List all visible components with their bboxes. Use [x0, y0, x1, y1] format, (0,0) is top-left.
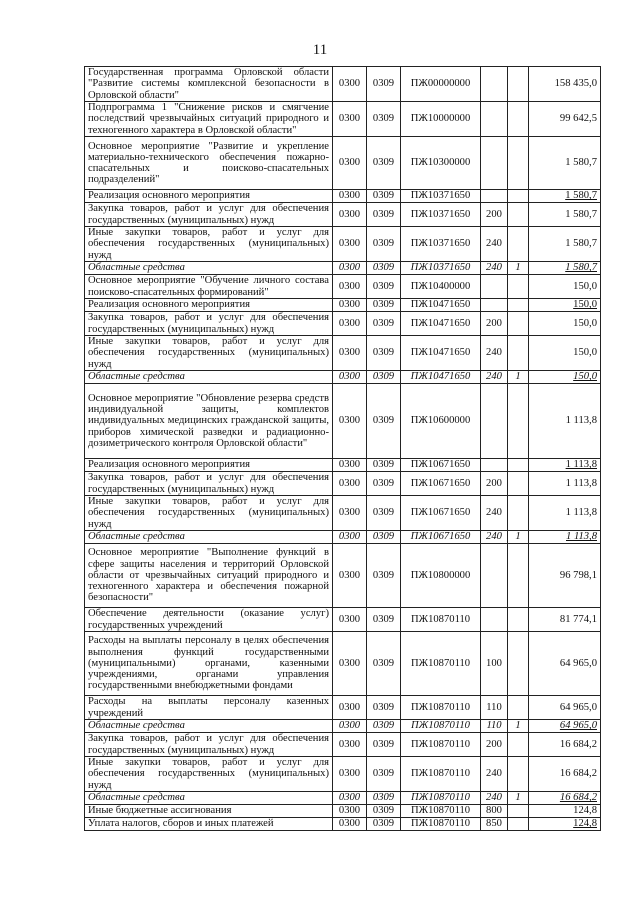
section-code-cell: 0300	[333, 496, 367, 531]
expense-name-cell: Закупка товаров, работ и услуг для обеспечения государственных (муниципальных) нужд	[85, 472, 333, 496]
expense-type-cell: 240	[481, 496, 508, 531]
funding-source-cell	[508, 384, 529, 459]
section-code-cell: 0300	[333, 544, 367, 608]
subsection-code-cell: 0309	[367, 608, 401, 632]
expense-type-cell	[481, 608, 508, 632]
expense-type-cell: 110	[481, 696, 508, 720]
expense-type-cell: 240	[481, 227, 508, 262]
amount-cell: 1 113,8	[529, 384, 601, 459]
expense-name-cell: Закупка товаров, работ и услуг для обеспечения государственных (муниципальных) нужд	[85, 733, 333, 757]
amount-cell: 1 580,7	[529, 137, 601, 190]
amount-cell: 150,0	[529, 371, 601, 384]
funding-source-cell	[508, 203, 529, 227]
funding-source-cell	[508, 299, 529, 312]
amount-cell: 1 580,7	[529, 203, 601, 227]
amount-cell: 158 435,0	[529, 67, 601, 102]
subsection-code-cell: 0309	[367, 275, 401, 299]
table-row	[85, 336, 601, 371]
subsection-code-cell: 0309	[367, 496, 401, 531]
expense-name-cell: Основное мероприятие "Обучение личного состава поисково-спасательных формирований"	[85, 275, 333, 299]
expense-type-cell: 240	[481, 262, 508, 275]
expense-name-cell: Реализация основного мероприятия	[85, 459, 333, 472]
target-article-cell: ПЖ10870110	[401, 720, 481, 733]
section-code-cell: 0300	[333, 632, 367, 696]
table-row	[85, 384, 601, 459]
amount-cell: 124,8	[529, 805, 601, 818]
target-article-cell: ПЖ10300000	[401, 137, 481, 190]
funding-source-cell	[508, 818, 529, 831]
target-article-cell: ПЖ10671650	[401, 459, 481, 472]
table-row	[85, 459, 601, 472]
table-row	[85, 696, 601, 720]
subsection-code-cell: 0309	[367, 792, 401, 805]
target-article-cell: ПЖ10000000	[401, 102, 481, 137]
expense-type-cell	[481, 67, 508, 102]
table-row	[85, 792, 601, 805]
funding-source-cell	[508, 459, 529, 472]
target-article-cell: ПЖ10671650	[401, 496, 481, 531]
table-row	[85, 608, 601, 632]
expense-type-cell: 200	[481, 472, 508, 496]
table-row	[85, 227, 601, 262]
subsection-code-cell: 0309	[367, 805, 401, 818]
amount-cell: 1 580,7	[529, 262, 601, 275]
subsection-code-cell: 0309	[367, 818, 401, 831]
expense-type-cell	[481, 299, 508, 312]
expense-type-cell	[481, 459, 508, 472]
funding-source-cell	[508, 67, 529, 102]
expense-type-cell: 200	[481, 203, 508, 227]
expense-type-cell	[481, 384, 508, 459]
target-article-cell: ПЖ00000000	[401, 67, 481, 102]
table-row	[85, 544, 601, 608]
section-code-cell: 0300	[333, 312, 367, 336]
funding-source-cell: 1	[508, 720, 529, 733]
section-code-cell: 0300	[333, 299, 367, 312]
subsection-code-cell: 0309	[367, 733, 401, 757]
target-article-cell: ПЖ10371650	[401, 262, 481, 275]
expense-type-cell: 200	[481, 733, 508, 757]
target-article-cell: ПЖ10870110	[401, 818, 481, 831]
funding-source-cell: 1	[508, 792, 529, 805]
amount-cell: 16 684,2	[529, 757, 601, 792]
target-article-cell: ПЖ10400000	[401, 275, 481, 299]
expense-type-cell	[481, 544, 508, 608]
expense-type-cell	[481, 275, 508, 299]
expense-name-cell: Реализация основного мероприятия	[85, 190, 333, 203]
table-row	[85, 190, 601, 203]
expense-name-cell: Областные средства	[85, 531, 333, 544]
table-row	[85, 733, 601, 757]
section-code-cell: 0300	[333, 384, 367, 459]
section-code-cell: 0300	[333, 275, 367, 299]
section-code-cell: 0300	[333, 757, 367, 792]
amount-cell: 1 113,8	[529, 472, 601, 496]
table-row	[85, 203, 601, 227]
expense-name-cell: Реализация основного мероприятия	[85, 299, 333, 312]
amount-cell: 16 684,2	[529, 792, 601, 805]
expense-type-cell: 240	[481, 757, 508, 792]
target-article-cell: ПЖ10471650	[401, 371, 481, 384]
section-code-cell: 0300	[333, 203, 367, 227]
subsection-code-cell: 0309	[367, 696, 401, 720]
funding-source-cell	[508, 312, 529, 336]
amount-cell: 64 965,0	[529, 720, 601, 733]
subsection-code-cell: 0309	[367, 757, 401, 792]
target-article-cell: ПЖ10471650	[401, 336, 481, 371]
expense-name-cell: Иные бюджетные ассигнования	[85, 805, 333, 818]
expense-name-cell: Иные закупки товаров, работ и услуг для обеспечения государственных (муниципальных) нужд	[85, 496, 333, 531]
budget-table-body	[85, 67, 601, 831]
amount-cell: 1 580,7	[529, 190, 601, 203]
expense-type-cell: 240	[481, 336, 508, 371]
funding-source-cell	[508, 608, 529, 632]
subsection-code-cell: 0309	[367, 312, 401, 336]
funding-source-cell	[508, 696, 529, 720]
amount-cell: 64 965,0	[529, 696, 601, 720]
table-row	[85, 299, 601, 312]
expense-type-cell: 800	[481, 805, 508, 818]
funding-source-cell	[508, 102, 529, 137]
expense-type-cell: 240	[481, 792, 508, 805]
section-code-cell: 0300	[333, 818, 367, 831]
funding-source-cell: 1	[508, 262, 529, 275]
table-row	[85, 262, 601, 275]
expense-name-cell: Иные закупки товаров, работ и услуг для обеспечения государственных (муниципальных) нужд	[85, 227, 333, 262]
target-article-cell: ПЖ10800000	[401, 544, 481, 608]
subsection-code-cell: 0309	[367, 632, 401, 696]
expense-name-cell: Областные средства	[85, 262, 333, 275]
target-article-cell: ПЖ10471650	[401, 312, 481, 336]
funding-source-cell	[508, 190, 529, 203]
section-code-cell: 0300	[333, 459, 367, 472]
subsection-code-cell: 0309	[367, 531, 401, 544]
target-article-cell: ПЖ10371650	[401, 203, 481, 227]
target-article-cell: ПЖ10371650	[401, 227, 481, 262]
target-article-cell: ПЖ10671650	[401, 472, 481, 496]
amount-cell: 150,0	[529, 312, 601, 336]
section-code-cell: 0300	[333, 371, 367, 384]
amount-cell: 150,0	[529, 336, 601, 371]
section-code-cell: 0300	[333, 720, 367, 733]
amount-cell: 96 798,1	[529, 544, 601, 608]
target-article-cell: ПЖ10371650	[401, 190, 481, 203]
funding-source-cell	[508, 227, 529, 262]
target-article-cell: ПЖ10870110	[401, 696, 481, 720]
amount-cell: 124,8	[529, 818, 601, 831]
section-code-cell: 0300	[333, 262, 367, 275]
table-row	[85, 818, 601, 831]
target-article-cell: ПЖ10870110	[401, 608, 481, 632]
funding-source-cell	[508, 632, 529, 696]
table-row	[85, 371, 601, 384]
expense-name-cell: Областные средства	[85, 720, 333, 733]
subsection-code-cell: 0309	[367, 190, 401, 203]
section-code-cell: 0300	[333, 336, 367, 371]
expense-name-cell: Областные средства	[85, 792, 333, 805]
expense-type-cell: 100	[481, 632, 508, 696]
section-code-cell: 0300	[333, 102, 367, 137]
table-row	[85, 102, 601, 137]
table-row	[85, 496, 601, 531]
amount-cell: 99 642,5	[529, 102, 601, 137]
funding-source-cell	[508, 805, 529, 818]
funding-source-cell: 1	[508, 531, 529, 544]
expense-name-cell: Подпрограмма 1 "Снижение рисков и смягчение последствий чрезвычайных ситуаций природного и техногенного характера в Орловской области"	[85, 102, 333, 137]
amount-cell: 16 684,2	[529, 733, 601, 757]
funding-source-cell	[508, 472, 529, 496]
funding-source-cell	[508, 336, 529, 371]
table-row	[85, 632, 601, 696]
target-article-cell: ПЖ10870110	[401, 757, 481, 792]
funding-source-cell	[508, 757, 529, 792]
table-row	[85, 275, 601, 299]
table-row	[85, 472, 601, 496]
expense-name-cell: Расходы на выплаты персоналу казенных учреждений	[85, 696, 333, 720]
section-code-cell: 0300	[333, 696, 367, 720]
target-article-cell: ПЖ10600000	[401, 384, 481, 459]
expense-type-cell	[481, 190, 508, 203]
expense-name-cell: Основное мероприятие "Развитие и укрепление материально-технического обеспечения пожарно-спасательных и поисково-спасательных подразделений"	[85, 137, 333, 190]
budget-table	[84, 66, 601, 831]
funding-source-cell	[508, 275, 529, 299]
amount-cell: 81 774,1	[529, 608, 601, 632]
section-code-cell: 0300	[333, 805, 367, 818]
expense-type-cell	[481, 137, 508, 190]
expense-name-cell: Обеспечение деятельности (оказание услуг) государственных учреждений	[85, 608, 333, 632]
subsection-code-cell: 0309	[367, 459, 401, 472]
amount-cell: 150,0	[529, 299, 601, 312]
expense-type-cell: 240	[481, 531, 508, 544]
subsection-code-cell: 0309	[367, 720, 401, 733]
target-article-cell: ПЖ10870110	[401, 733, 481, 757]
section-code-cell: 0300	[333, 608, 367, 632]
table-row	[85, 531, 601, 544]
subsection-code-cell: 0309	[367, 299, 401, 312]
subsection-code-cell: 0309	[367, 371, 401, 384]
target-article-cell: ПЖ10870110	[401, 792, 481, 805]
section-code-cell: 0300	[333, 733, 367, 757]
subsection-code-cell: 0309	[367, 227, 401, 262]
table-row	[85, 67, 601, 102]
target-article-cell: ПЖ10870110	[401, 632, 481, 696]
expense-type-cell	[481, 102, 508, 137]
expense-type-cell: 240	[481, 371, 508, 384]
subsection-code-cell: 0309	[367, 203, 401, 227]
expense-type-cell: 110	[481, 720, 508, 733]
subsection-code-cell: 0309	[367, 137, 401, 190]
expense-name-cell: Иные закупки товаров, работ и услуг для обеспечения государственных (муниципальных) нужд	[85, 336, 333, 371]
subsection-code-cell: 0309	[367, 262, 401, 275]
expense-name-cell: Областные средства	[85, 371, 333, 384]
table-row	[85, 312, 601, 336]
page-number: 11	[312, 42, 328, 58]
funding-source-cell	[508, 733, 529, 757]
funding-source-cell: 1	[508, 371, 529, 384]
expense-name-cell: Расходы на выплаты персоналу в целях обеспечения выполнения функций государственными (муниципальными) органами, казенными учреждениями, органами управления государственными внебюджетными фондами	[85, 632, 333, 696]
amount-cell: 64 965,0	[529, 632, 601, 696]
expense-name-cell: Основное мероприятие "Выполнение функций в сфере защиты населения и территорий Орловской области от чрезвычайных ситуаций природного и техногенного характера и обеспечения пожарной безопасности"	[85, 544, 333, 608]
amount-cell: 1 580,7	[529, 227, 601, 262]
amount-cell: 1 113,8	[529, 531, 601, 544]
expense-name-cell: Уплата налогов, сборов и иных платежей	[85, 818, 333, 831]
subsection-code-cell: 0309	[367, 67, 401, 102]
subsection-code-cell: 0309	[367, 336, 401, 371]
expense-name-cell: Закупка товаров, работ и услуг для обеспечения государственных (муниципальных) нужд	[85, 203, 333, 227]
section-code-cell: 0300	[333, 792, 367, 805]
target-article-cell: ПЖ10671650	[401, 531, 481, 544]
subsection-code-cell: 0309	[367, 384, 401, 459]
table-row	[85, 137, 601, 190]
funding-source-cell	[508, 496, 529, 531]
section-code-cell: 0300	[333, 472, 367, 496]
table-row	[85, 805, 601, 818]
subsection-code-cell: 0309	[367, 472, 401, 496]
subsection-code-cell: 0309	[367, 544, 401, 608]
amount-cell: 1 113,8	[529, 496, 601, 531]
target-article-cell: ПЖ10471650	[401, 299, 481, 312]
table-row	[85, 720, 601, 733]
section-code-cell: 0300	[333, 227, 367, 262]
funding-source-cell	[508, 544, 529, 608]
expense-name-cell: Закупка товаров, работ и услуг для обеспечения государственных (муниципальных) нужд	[85, 312, 333, 336]
funding-source-cell	[508, 137, 529, 190]
expense-type-cell: 850	[481, 818, 508, 831]
section-code-cell: 0300	[333, 67, 367, 102]
amount-cell: 1 113,8	[529, 459, 601, 472]
expense-name-cell: Государственная программа Орловской области "Развитие системы комплексной безопасности в Орловской области"	[85, 67, 333, 102]
amount-cell: 150,0	[529, 275, 601, 299]
expense-type-cell: 200	[481, 312, 508, 336]
expense-name-cell: Основное мероприятие "Обновление резерва средств индивидуальной защиты, комплектов индивидуальных медицинских гражданской защиты, приборов химической разведки и радиационно-дозиметрического контроля Орловской области"	[85, 384, 333, 459]
target-article-cell: ПЖ10870110	[401, 805, 481, 818]
table-row	[85, 757, 601, 792]
section-code-cell: 0300	[333, 531, 367, 544]
subsection-code-cell: 0309	[367, 102, 401, 137]
section-code-cell: 0300	[333, 137, 367, 190]
section-code-cell: 0300	[333, 190, 367, 203]
expense-name-cell: Иные закупки товаров, работ и услуг для обеспечения государственных (муниципальных) нужд	[85, 757, 333, 792]
